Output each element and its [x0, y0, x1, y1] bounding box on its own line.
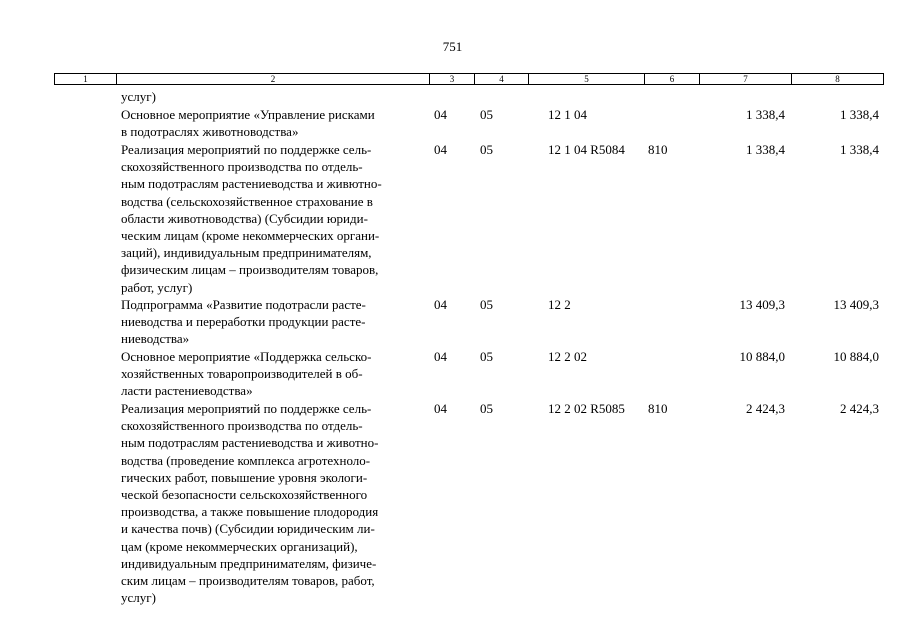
row-description: Реализация мероприятий по поддержке сель- скохозяйственного производства по отдель- ным подотраслям растениеводства и живютно- водства (сельскохозяйственное страхование в области животноводства) (Субсидии юриди- ческим лицам (кроме некоммерческих органи- заций), индивидуальным предпринимателям, физическим лицам – производителям товаров, работ, услуг) — [121, 142, 382, 295]
row-subsection-code: 05 — [480, 107, 493, 122]
row-amount-2: 2 424,3 — [840, 401, 879, 416]
row-subsection-code: 05 — [480, 142, 493, 157]
row-target-article: 12 1 04 R5084 — [548, 142, 625, 157]
row-subsection-code: 05 — [480, 349, 493, 364]
row-target-article: 12 2 02 R5085 — [548, 401, 625, 416]
row-amount-1: 1 338,4 — [746, 107, 785, 122]
row-description: Основное мероприятие «Поддержка сельско- хозяйственных товаропроизводителей в об- ласти растениеводства» — [121, 349, 372, 399]
row-section-code: 04 — [434, 107, 447, 122]
header-col-7: 7 — [699, 74, 791, 84]
table-header-row — [54, 73, 884, 85]
header-col-2: 2 — [116, 74, 429, 84]
row-expense-type: 810 — [648, 142, 668, 157]
row-amount-2: 13 409,3 — [833, 297, 879, 312]
row-subsection-code: 05 — [480, 297, 493, 312]
row-amount-1: 2 424,3 — [746, 401, 785, 416]
row-description: услуг) — [121, 89, 156, 104]
row-target-article: 12 2 — [548, 297, 571, 312]
page-number: 751 — [442, 39, 463, 54]
row-amount-1: 1 338,4 — [746, 142, 785, 157]
row-target-article: 12 1 04 — [548, 107, 587, 122]
row-section-code: 04 — [434, 349, 447, 364]
header-col-8: 8 — [791, 74, 883, 84]
header-col-6: 6 — [644, 74, 699, 84]
header-col-1: 1 — [83, 74, 88, 84]
row-description: Реализация мероприятий по поддержке сель- скохозяйственного производства по отдель- ным подотраслям растениеводства и животно- водства (проведение комплекса агротехноло- гических работ, повышение уровня экологи- ческой безопасности сельскохозяйственного производства, а также повышение плодородия и качества почв) (Субсидии юридическим ли- цам (кроме некоммерческих организаций), индивидуальным предпринимателям, физиче- ским лицам – производителям товаров, работ, услуг) — [121, 401, 379, 606]
row-amount-1: 10 884,0 — [739, 349, 785, 364]
row-section-code: 04 — [434, 142, 447, 157]
row-target-article: 12 2 02 — [548, 349, 587, 364]
row-section-code: 04 — [434, 297, 447, 312]
row-amount-1: 13 409,3 — [739, 297, 785, 312]
row-amount-2: 10 884,0 — [833, 349, 879, 364]
row-subsection-code: 05 — [480, 401, 493, 416]
row-section-code: 04 — [434, 401, 447, 416]
row-description: Подпрограмма «Развитие подотрасли расте- ниеводства и переработки продукции расте- ниеводства» — [121, 297, 366, 347]
header-col-5: 5 — [528, 74, 644, 84]
row-description: Основное мероприятие «Управление рисками в подотраслях животноводства» — [121, 107, 375, 140]
header-col-4: 4 — [474, 74, 528, 84]
row-amount-2: 1 338,4 — [840, 142, 879, 157]
row-expense-type: 810 — [648, 401, 668, 416]
header-col-3: 3 — [429, 74, 474, 84]
row-amount-2: 1 338,4 — [840, 107, 879, 122]
